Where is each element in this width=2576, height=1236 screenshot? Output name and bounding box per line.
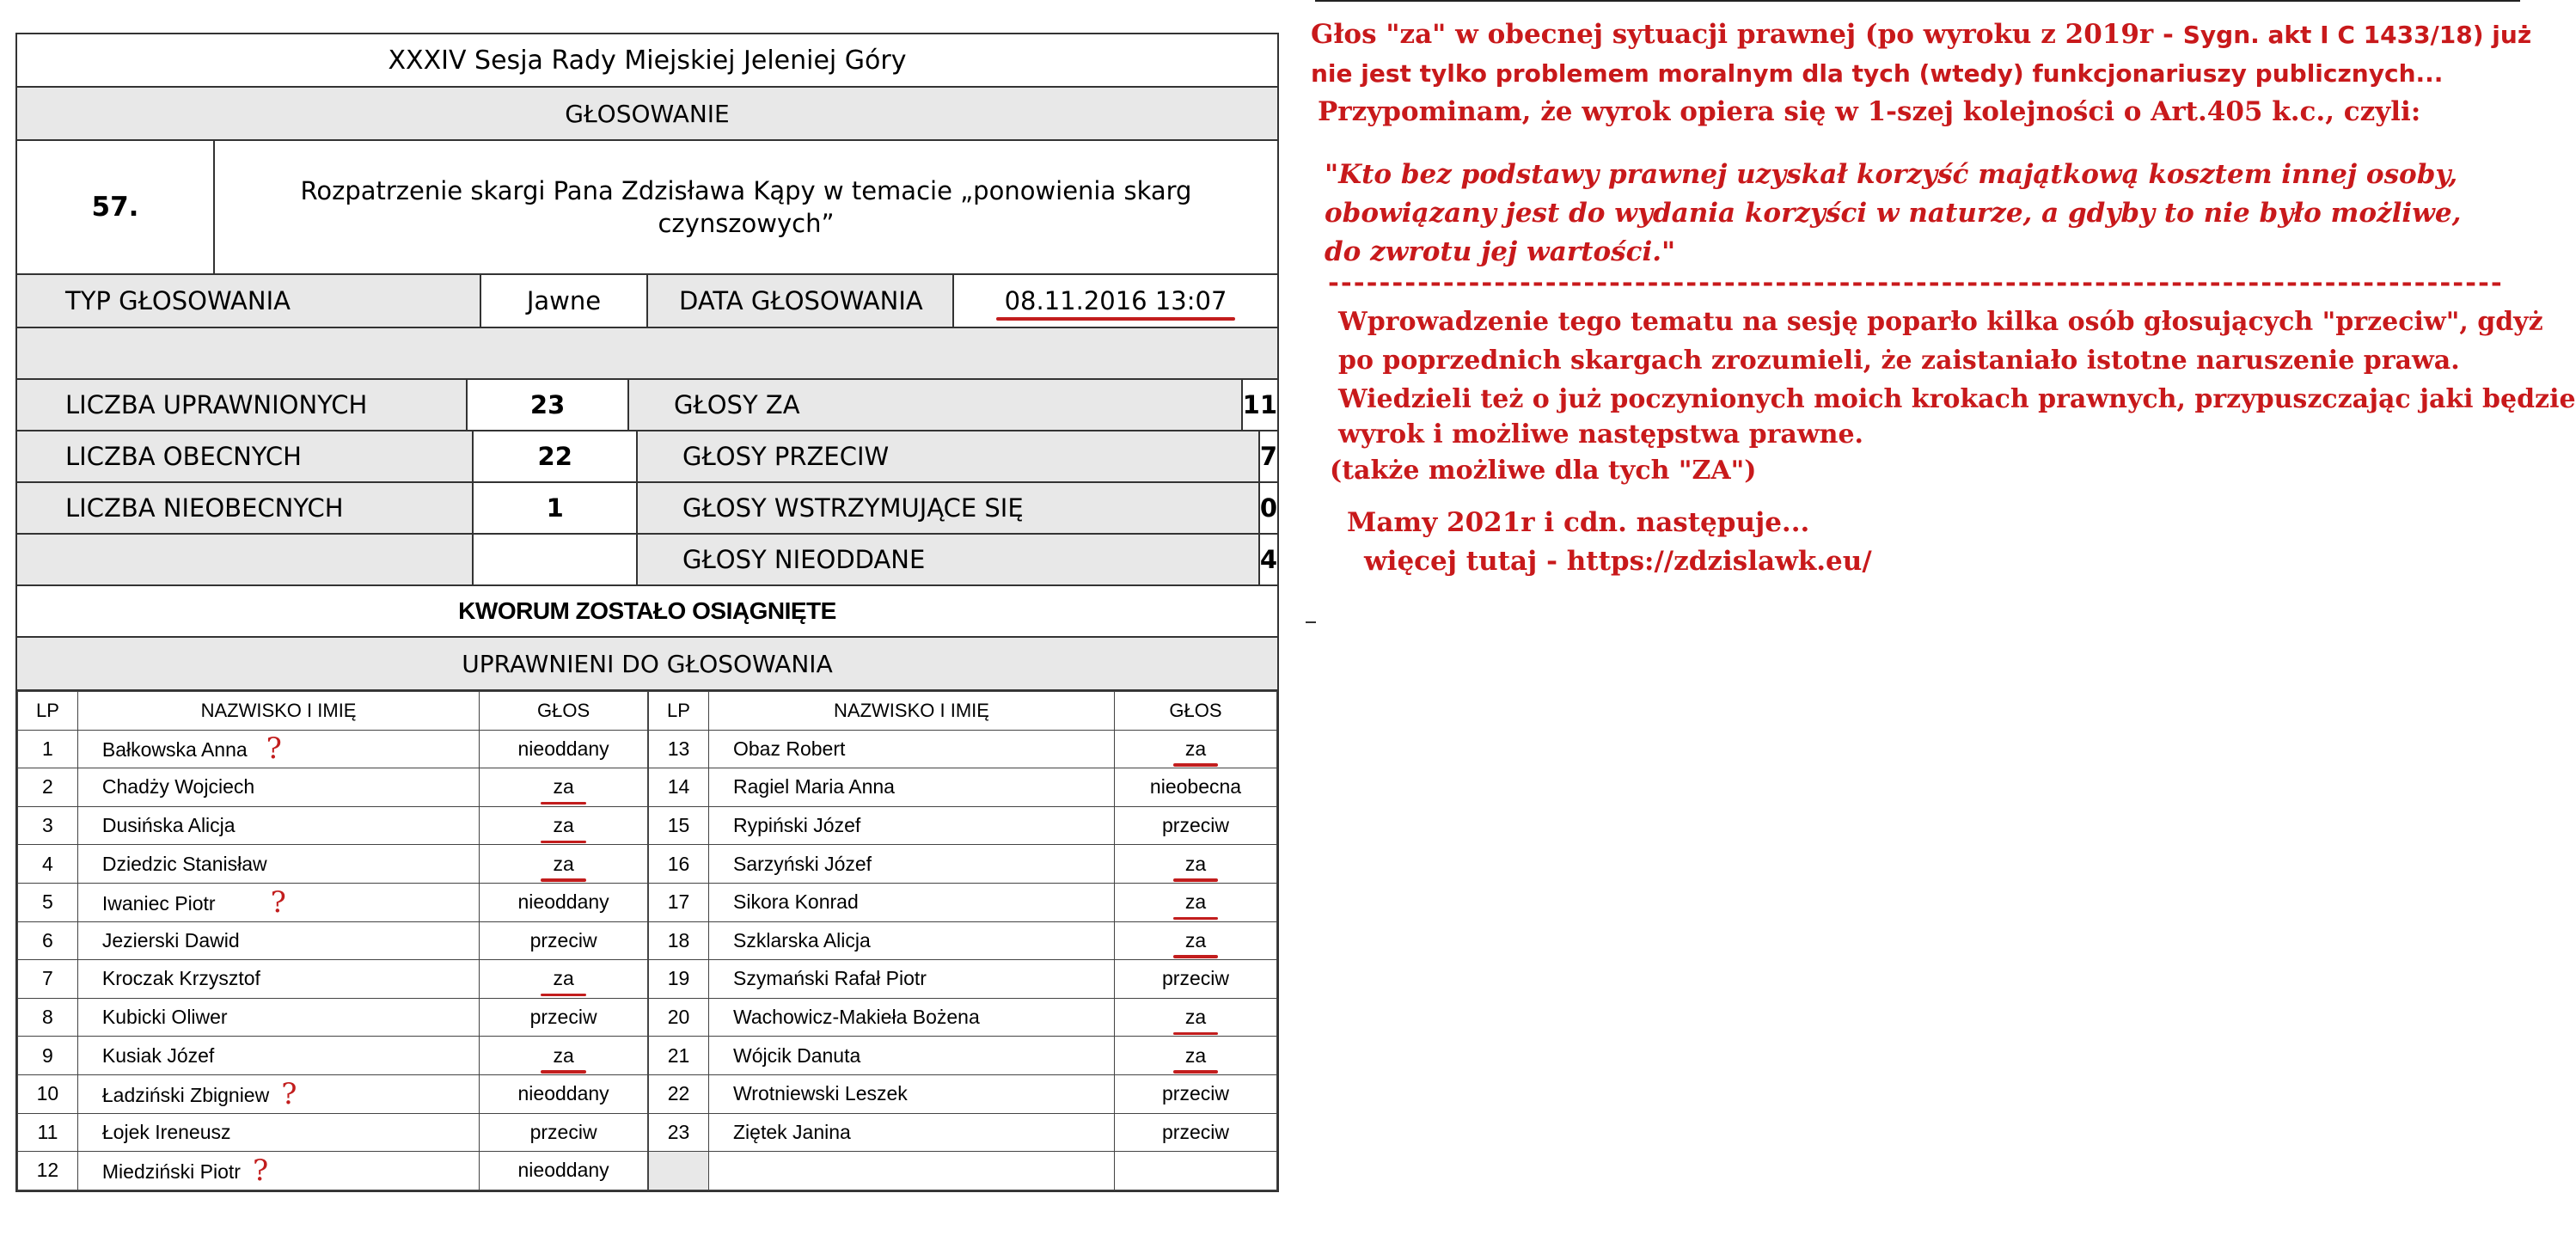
question-mark-annotation: ? <box>270 884 286 920</box>
member-vote-cell <box>1115 845 1277 884</box>
session-title: XXXIV Sesja Rady Miejskiej Jeleniej Góry <box>388 45 907 76</box>
member-name: Kroczak Krzysztof <box>101 967 260 990</box>
member-lp: 9 <box>18 1037 78 1075</box>
member-name-cell <box>709 998 1115 1037</box>
member-vote-za: za <box>553 852 574 875</box>
member-name-cell <box>709 1152 1115 1190</box>
question-mark-annotation: ? <box>281 1076 297 1111</box>
member-lp: 14 <box>649 768 709 807</box>
table-row <box>18 883 648 921</box>
member-vote-za: za <box>553 775 574 799</box>
member-name: Sikora Konrad <box>733 890 859 914</box>
member-lp: 23 <box>649 1113 709 1152</box>
commentary <box>1311 15 2576 581</box>
member-vote-cell <box>1115 1152 1277 1190</box>
vote-count-value: 0 <box>1260 483 1277 533</box>
member-name-cell <box>77 998 479 1037</box>
year-note: Mamy 2021r i cdn. następuje... <box>1347 507 1810 538</box>
question-mark-annotation: ? <box>266 731 282 767</box>
member-vote-cell <box>1115 998 1277 1037</box>
paragraph-line: (także możliwe dla tych "ZA") <box>1330 456 1757 486</box>
member-vote-za: za <box>1184 1006 1207 1029</box>
table-row <box>18 960 648 999</box>
count-row <box>17 380 1277 431</box>
member-name: Bałkowska Anna <box>101 738 248 762</box>
members-list <box>17 691 1277 1190</box>
dashed-separator: -------------------------------------------------------------------------------------------- <box>1328 267 2504 298</box>
vote-type-row <box>17 275 1277 328</box>
member-vote-cell <box>480 1113 648 1152</box>
table-header-row <box>18 692 648 731</box>
member-lp: 4 <box>18 845 78 884</box>
table-row <box>649 883 1277 921</box>
member-lp: 20 <box>649 998 709 1037</box>
member-vote-cell <box>480 845 648 884</box>
member-vote-za: za <box>1184 1043 1207 1067</box>
count-value: 1 <box>474 483 638 533</box>
count-row <box>17 431 1277 483</box>
member-vote-cell <box>480 768 648 807</box>
top-rule <box>1315 0 2520 2</box>
table-row <box>649 1152 1277 1190</box>
member-name-cell <box>77 768 479 807</box>
vote-count-label: GŁOSY WSTRZYMUJĄCE SIĘ <box>638 483 1260 533</box>
member-vote-cell <box>480 1152 648 1190</box>
member-vote: nieoddany <box>517 1159 609 1182</box>
vote-count-label: GŁOSY PRZECIW <box>638 431 1260 481</box>
members-table-right <box>648 691 1277 1190</box>
member-name: Łojek Ireneusz <box>101 1120 231 1143</box>
member-vote-za: za <box>553 967 574 990</box>
member-lp: 18 <box>649 921 709 960</box>
table-row <box>649 768 1277 807</box>
member-name-cell <box>77 845 479 884</box>
table-row <box>18 730 648 768</box>
count-label <box>17 535 474 584</box>
member-lp: 13 <box>649 730 709 768</box>
comment-text: Głos "za" w obecnej sytuacji prawnej (po wyroku z 2019r - <box>1311 19 2183 50</box>
member-vote-cell <box>1115 730 1277 768</box>
section-heading: GŁOSOWANIE <box>565 99 730 128</box>
vote-header: GŁOS <box>1115 692 1277 731</box>
member-name: Dziedzic Stanisław <box>101 852 267 875</box>
member-name: Wrotniewski Leszek <box>733 1082 908 1105</box>
member-name: Ładziński Zbigniew <box>101 1083 270 1106</box>
member-name-cell <box>77 1074 479 1113</box>
vote-count-label: GŁOSY NIEODDANE <box>638 535 1260 584</box>
member-name: Miedziński Piotr <box>101 1160 241 1183</box>
member-vote-cell <box>480 1037 648 1075</box>
table-row <box>649 730 1277 768</box>
member-lp: 7 <box>18 960 78 999</box>
count-value: 22 <box>474 431 638 481</box>
member-vote: nieobecna <box>1149 775 1242 799</box>
member-vote-za: za <box>553 814 574 837</box>
member-vote: przeciw <box>529 928 597 951</box>
member-vote-cell <box>1115 883 1277 921</box>
quote-line: "Kto bez podstawy prawnej uzyskał korzyść majątkową kosztem innej osoby, <box>1325 159 2458 190</box>
table-row <box>18 806 648 845</box>
table-row <box>18 1074 648 1113</box>
member-vote-za: za <box>1184 852 1207 875</box>
member-lp: 15 <box>649 806 709 845</box>
count-label: LICZBA OBECNYCH <box>17 431 474 481</box>
member-name: Szklarska Alicja <box>733 928 871 951</box>
member-vote-cell <box>480 806 648 845</box>
member-name-cell <box>709 960 1115 999</box>
member-name-cell <box>709 845 1115 884</box>
member-lp: 12 <box>18 1152 78 1190</box>
count-row <box>17 535 1277 586</box>
member-name-cell <box>77 730 479 768</box>
member-name: Wójcik Danuta <box>733 1043 861 1067</box>
table-row <box>649 998 1277 1037</box>
paragraph-line: Wiedzieli też o już poczynionych moich krokach prawnych, przypuszczając jaki będzie <box>1338 384 2576 414</box>
section-row <box>17 88 1277 141</box>
member-vote-cell <box>480 730 648 768</box>
member-vote: nieoddany <box>517 737 609 760</box>
member-name: Rypiński Józef <box>733 814 861 837</box>
member-name-cell <box>77 806 479 845</box>
vote-type-label: TYP GŁOSOWANIA <box>17 275 481 327</box>
table-row <box>18 845 648 884</box>
table-row <box>18 921 648 960</box>
member-lp: 22 <box>649 1074 709 1113</box>
question-mark-annotation: ? <box>252 1153 269 1188</box>
member-name: Ziętek Janina <box>733 1120 851 1143</box>
table-row <box>18 768 648 807</box>
count-label: LICZBA NIEOBECNYCH <box>17 483 474 533</box>
vote-count-label: GŁOSY ZA <box>629 380 1243 430</box>
table-row <box>649 806 1277 845</box>
member-name-cell <box>77 883 479 921</box>
member-lp: 16 <box>649 845 709 884</box>
member-name-cell <box>77 921 479 960</box>
member-vote-cell <box>480 921 648 960</box>
member-vote-za: za <box>1184 928 1207 951</box>
member-lp: 17 <box>649 883 709 921</box>
member-name-cell <box>709 768 1115 807</box>
member-vote: przeciw <box>1162 967 1229 990</box>
table-row <box>649 960 1277 999</box>
table-header-row <box>649 692 1277 731</box>
member-lp: 8 <box>18 998 78 1037</box>
vote-date-value: 08.11.2016 13:07 <box>1004 286 1227 315</box>
comment-line: nie jest tylko problemem moralnym dla tych (wtedy) funkcjonariuszy publicznych... <box>1311 59 2444 88</box>
member-vote-cell <box>1115 960 1277 999</box>
session-title-row <box>17 34 1277 88</box>
member-name-cell <box>77 1037 479 1075</box>
member-lp: 10 <box>18 1074 78 1113</box>
member-name-cell <box>709 921 1115 960</box>
count-value <box>474 535 638 584</box>
member-vote: przeciw <box>529 1006 597 1029</box>
table-row <box>649 845 1277 884</box>
lp-header: LP <box>649 692 709 731</box>
member-lp: 6 <box>18 921 78 960</box>
agenda-item-row <box>17 141 1277 275</box>
member-name-cell <box>709 1113 1115 1152</box>
member-name: Wachowicz-Makieła Bożena <box>733 1006 980 1029</box>
quote-line: obowiązany jest do wydania korzyści w naturze, a gdyby to nie było możliwe, <box>1325 198 2462 229</box>
paragraph-line: po poprzednich skargach zrozumieli, że zaistaniało istotne naruszenie prawa. <box>1338 346 2460 376</box>
name-header: NAZWISKO I IMIĘ <box>709 692 1115 731</box>
vote-count-value: 11 <box>1243 380 1277 430</box>
member-lp <box>649 1152 709 1190</box>
margin-tick <box>1306 621 1316 623</box>
blank-row <box>17 328 1277 380</box>
name-header: NAZWISKO I IMIĘ <box>77 692 479 731</box>
member-vote-cell <box>1115 1074 1277 1113</box>
member-name-cell <box>709 1074 1115 1113</box>
vote-count-value: 7 <box>1260 431 1277 481</box>
quorum-status: KWORUM ZOSTAŁO OSIĄGNIĘTE <box>458 597 836 624</box>
member-name: Dusińska Alicja <box>101 814 236 837</box>
member-lp: 11 <box>18 1113 78 1152</box>
quote-line: do zwrotu jej wartości." <box>1325 236 1676 267</box>
table-row <box>649 1037 1277 1075</box>
member-vote-cell <box>1115 921 1277 960</box>
member-vote-cell <box>480 998 648 1037</box>
paragraph-line: wyrok i możliwe następstwa prawne. <box>1338 419 1863 450</box>
member-name-cell <box>709 806 1115 845</box>
member-lp: 5 <box>18 883 78 921</box>
member-vote-za: za <box>1184 890 1207 914</box>
member-vote-za: za <box>553 1043 574 1067</box>
member-name-cell <box>77 1152 479 1190</box>
member-vote-za: za <box>1184 737 1207 760</box>
table-row <box>649 1113 1277 1152</box>
member-vote-cell <box>1115 1037 1277 1075</box>
member-lp: 2 <box>18 768 78 807</box>
table-row <box>18 1152 648 1190</box>
authorized-header-row <box>17 638 1277 691</box>
member-name: Kusiak Józef <box>101 1043 215 1067</box>
member-lp: 1 <box>18 730 78 768</box>
members-table-left <box>17 691 648 1190</box>
count-row <box>17 483 1277 535</box>
member-lp: 21 <box>649 1037 709 1075</box>
count-value: 23 <box>468 380 629 430</box>
table-row <box>649 1074 1277 1113</box>
member-name: Jezierski Dawid <box>101 928 240 951</box>
member-vote-cell <box>480 883 648 921</box>
more-info-link[interactable]: więcej tutaj - https://zdzislawk.eu/ <box>1364 546 1872 577</box>
item-number: 57. <box>17 141 215 273</box>
member-name: Obaz Robert <box>733 737 846 760</box>
vote-count-value: 4 <box>1260 535 1277 584</box>
member-vote: nieoddany <box>517 890 609 914</box>
comment-line <box>1311 15 2532 54</box>
member-vote-cell <box>1115 768 1277 807</box>
voting-protocol <box>15 33 1279 1192</box>
comment-line: Przypominam, że wyrok opiera się w 1-szej kolejności o Art.405 k.c., czyli: <box>1318 96 2421 127</box>
table-row <box>18 998 648 1037</box>
member-name: Ragiel Maria Anna <box>733 775 895 799</box>
table-row <box>18 1113 648 1152</box>
vote-date-label: DATA GŁOSOWANIA <box>648 275 954 327</box>
paragraph-line: Wprowadzenie tego tematu na sesję poparło kilka osób głosujących "przeciw", gdyż <box>1338 307 2543 337</box>
member-vote: przeciw <box>1162 1082 1229 1105</box>
member-vote: przeciw <box>1162 814 1229 837</box>
quorum-row <box>17 586 1277 638</box>
count-label: LICZBA UPRAWNIONYCH <box>17 380 468 430</box>
member-name: Iwaniec Piotr <box>101 891 216 915</box>
member-name: Chadży Wojciech <box>101 775 255 799</box>
member-name: Kubicki Oliwer <box>101 1006 228 1029</box>
item-description: Rozpatrzenie skargi Pana Zdzisława Kąpy w temacie „ponowienia skarg czynszowych” <box>300 176 1192 238</box>
member-name-cell <box>709 1037 1115 1075</box>
case-reference: Sygn. akt I C 1433/18) już <box>2182 21 2532 49</box>
member-name-cell <box>709 883 1115 921</box>
member-name: Sarzyński Józef <box>733 852 872 875</box>
member-name-cell <box>77 960 479 999</box>
table-row <box>18 1037 648 1075</box>
table-row <box>649 921 1277 960</box>
member-lp: 19 <box>649 960 709 999</box>
member-vote-cell <box>1115 806 1277 845</box>
vote-type-value: Jawne <box>481 275 648 327</box>
lp-header: LP <box>18 692 78 731</box>
member-vote-cell <box>1115 1113 1277 1152</box>
authorized-heading: UPRAWNIENI DO GŁOSOWANIA <box>462 649 833 678</box>
member-name: Szymański Rafał Piotr <box>733 967 927 990</box>
member-vote: przeciw <box>529 1120 597 1143</box>
vote-header: GŁOS <box>480 692 648 731</box>
member-vote-cell <box>480 960 648 999</box>
member-lp: 3 <box>18 806 78 845</box>
member-vote: przeciw <box>1162 1120 1229 1143</box>
member-name-cell <box>77 1113 479 1152</box>
member-vote-cell <box>480 1074 648 1113</box>
member-vote: nieoddany <box>517 1082 609 1105</box>
member-name-cell <box>709 730 1115 768</box>
